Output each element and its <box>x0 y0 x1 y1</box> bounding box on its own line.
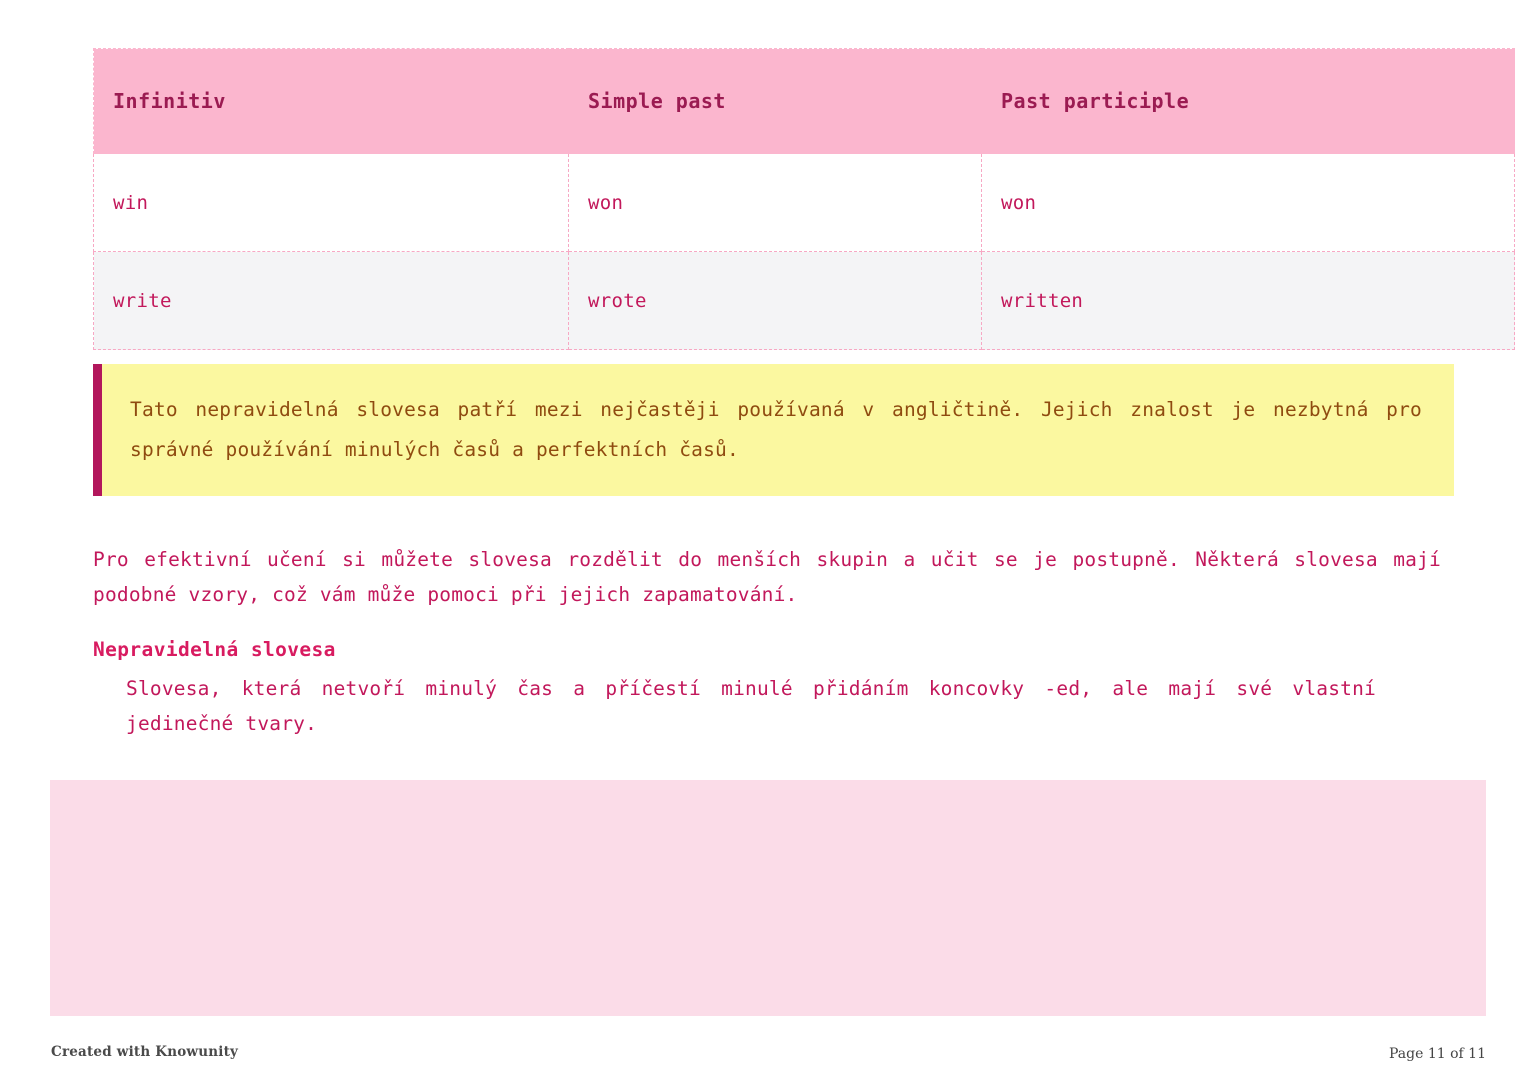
footer-attribution: Created with Knowunity <box>51 1044 239 1060</box>
image-placeholder-panel <box>50 780 1486 1016</box>
table-header <box>94 49 1515 154</box>
cell-simple-past: won <box>569 154 982 252</box>
irregular-verbs-table <box>93 48 1515 350</box>
table-row <box>94 154 1515 252</box>
table-body <box>94 154 1515 350</box>
column-header-simple-past: Simple past <box>569 49 982 154</box>
cell-past-participle: written <box>982 252 1515 350</box>
footer-page-number: Page 11 of 11 <box>1389 1046 1486 1062</box>
definition-text: Slovesa, která netvoří minulý čas a příčestí minulé přidáním koncovky -ed, ale mají své vlastní jedinečné tvary. <box>126 677 1376 735</box>
info-callout <box>93 364 1454 496</box>
body-paragraph: Pro efektivní učení si můžete slovesa rozdělit do menších skupin a učit se je postupně. Některá slovesa mají podobné vzory, což vám může pomoci při jejich zapamatování. <box>93 547 1441 606</box>
cell-past-participle: won <box>982 154 1515 252</box>
cell-infinitive: write <box>94 252 569 350</box>
section-heading: Nepravidelná slovesa <box>93 637 336 661</box>
info-callout-text: Tato nepravidelná slovesa patří mezi nejčastěji používaná v angličtině. Jejich znalost je nezbytná pro správné používání minulých časů a perfektních časů. <box>130 398 1422 461</box>
cell-infinitive: win <box>94 154 569 252</box>
table-row <box>94 252 1515 350</box>
cell-simple-past: wrote <box>569 252 982 350</box>
column-header-infinitive: Infinitiv <box>94 49 569 154</box>
column-header-past-participle: Past participle <box>982 49 1515 154</box>
table-header-row <box>94 49 1515 154</box>
